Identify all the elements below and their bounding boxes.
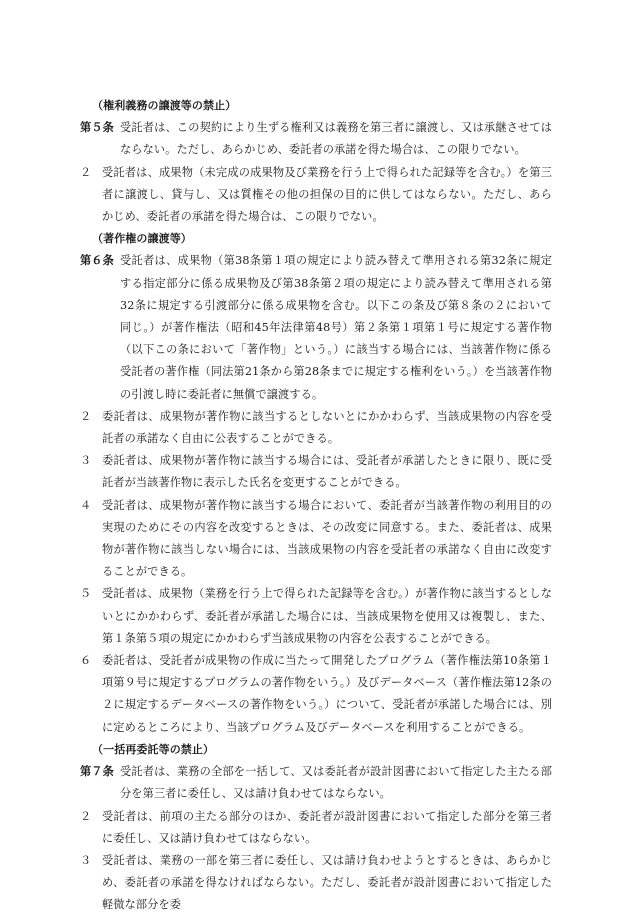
- article-6: [80, 250, 552, 405]
- paragraph-number: ２: [80, 409, 92, 423]
- article-6-para-5: [80, 583, 552, 650]
- paragraph-text: 受託者は、成果物（未完成の成果物及び業務を行う上で得られた記録等を含む。）を第三者に譲渡し、貸与し、又は質権その他の担保の目的に供してはならない。ただし、あらかじめ、委託者の承諾を得た場合は、この限りでない。: [102, 165, 552, 224]
- document-page: [80, 95, 552, 917]
- paragraph-number: ２: [80, 809, 92, 823]
- article-6-para-6: [80, 650, 552, 739]
- paragraph-number: ３: [80, 853, 92, 867]
- article-7-para-2: [80, 806, 552, 850]
- paragraph-number: ５: [80, 587, 92, 601]
- paragraph-text: 委託者は、受託者が成果物の作成に当たって開発したプログラム（著作権法第10条第１項第９号に規定するプログラムの著作物をいう。）及びデータベース（著作権法第12条の２に規定するデータベースの著作物をいう。）について、受託者が承諾した場合には、別に定めるところにより、当該プログラム及びデータベースを利用することができる。: [102, 654, 552, 734]
- section-heading-article-7: （一括再委託等の禁止）: [92, 742, 215, 756]
- article-6-para-3: [80, 450, 552, 494]
- paragraph-number: ６: [80, 654, 92, 668]
- article-5-para-2: [80, 162, 552, 229]
- article-5: [80, 117, 552, 161]
- paragraph-text: 受託者は、前項の主たる部分のほか、委託者が設計図書において指定した部分を第三者に委任し、又は請け負わせてはならない。: [102, 809, 552, 845]
- article-7: [80, 761, 552, 805]
- article-text: 受託者は、この契約により生ずる権利又は義務を第三者に譲渡し、又は承継させてはならない。ただし、あらかじめ、委託者の承諾を得た場合は、この限りでない。: [120, 121, 552, 157]
- paragraph-number: ２: [80, 165, 92, 179]
- article-number: 第７条: [80, 765, 114, 779]
- article-text: 受託者は、成果物（第38条第１項の規定により読み替えて準用される第32条に規定する指定部分に係る成果物及び第38条第２項の規定により読み替えて準用される第32条に規定する引渡部分に係る成果物を含む。以下この条及び第８条の２において同じ。）が著作権法（昭和45年法律第48号）第２条第１項第１号に規定する著作物（以下この条において「著作物」という。）に該当する場合には、当該著作物に係る受託者の著作権（同法第21条から第28条までに規定する権利をいう。）を当該著作物の引渡し時に委託者に無償で譲渡する。: [120, 254, 552, 401]
- section-heading-article-6: （著作権の譲渡等）: [92, 232, 192, 246]
- paragraph-text: 受託者は、業務の一部を第三者に委任し、又は請け負わせようとするときは、あらかじめ、委託者の承諾を得なければならない。ただし、委託者が設計図書において指定した軽微な部分を委: [102, 853, 552, 912]
- paragraph-number: ３: [80, 454, 92, 468]
- paragraph-text: 受託者は、成果物が著作物に該当する場合において、委託者が当該著作物の利用目的の実現のためにその内容を改変するときは、その改変に同意する。また、委託者は、成果物が著作物に該当しない場合には、当該成果物の内容を受託者の承諾なく自由に改変することができる。: [102, 498, 552, 579]
- article-6-para-4: [80, 495, 552, 584]
- paragraph-number: ４: [80, 498, 92, 512]
- article-number: 第６条: [80, 254, 114, 268]
- article-number: 第５条: [80, 121, 114, 135]
- paragraph-text: 委託者は、成果物が著作物に該当するとしないとにかかわらず、当該成果物の内容を受託者の承諾なく自由に公表することができる。: [102, 409, 552, 446]
- article-6-para-2: [80, 406, 552, 450]
- article-7-para-3: [80, 850, 552, 917]
- section-heading-article-5: （権利義務の譲渡等の禁止）: [92, 99, 237, 112]
- article-text: 受託者は、業務の全部を一括して、又は委託者が設計図書において指定した主たる部分を第三者に委任し、又は請け負わせてはならない。: [120, 765, 552, 801]
- paragraph-text: 委託者は、成果物が著作物に該当する場合には、受託者が承諾したときに限り、既に受託者が当該著作物に表示した氏名を変更することができる。: [102, 454, 552, 490]
- paragraph-text: 受託者は、成果物（業務を行う上で得られた記録等を含む。）が著作物に該当するとしないとにかかわらず、委託者が承諾した場合には、当該成果物を使用又は複製し、また、第１条第５項の規定にかかわらず当該成果物の内容を公表することができる。: [102, 587, 552, 645]
